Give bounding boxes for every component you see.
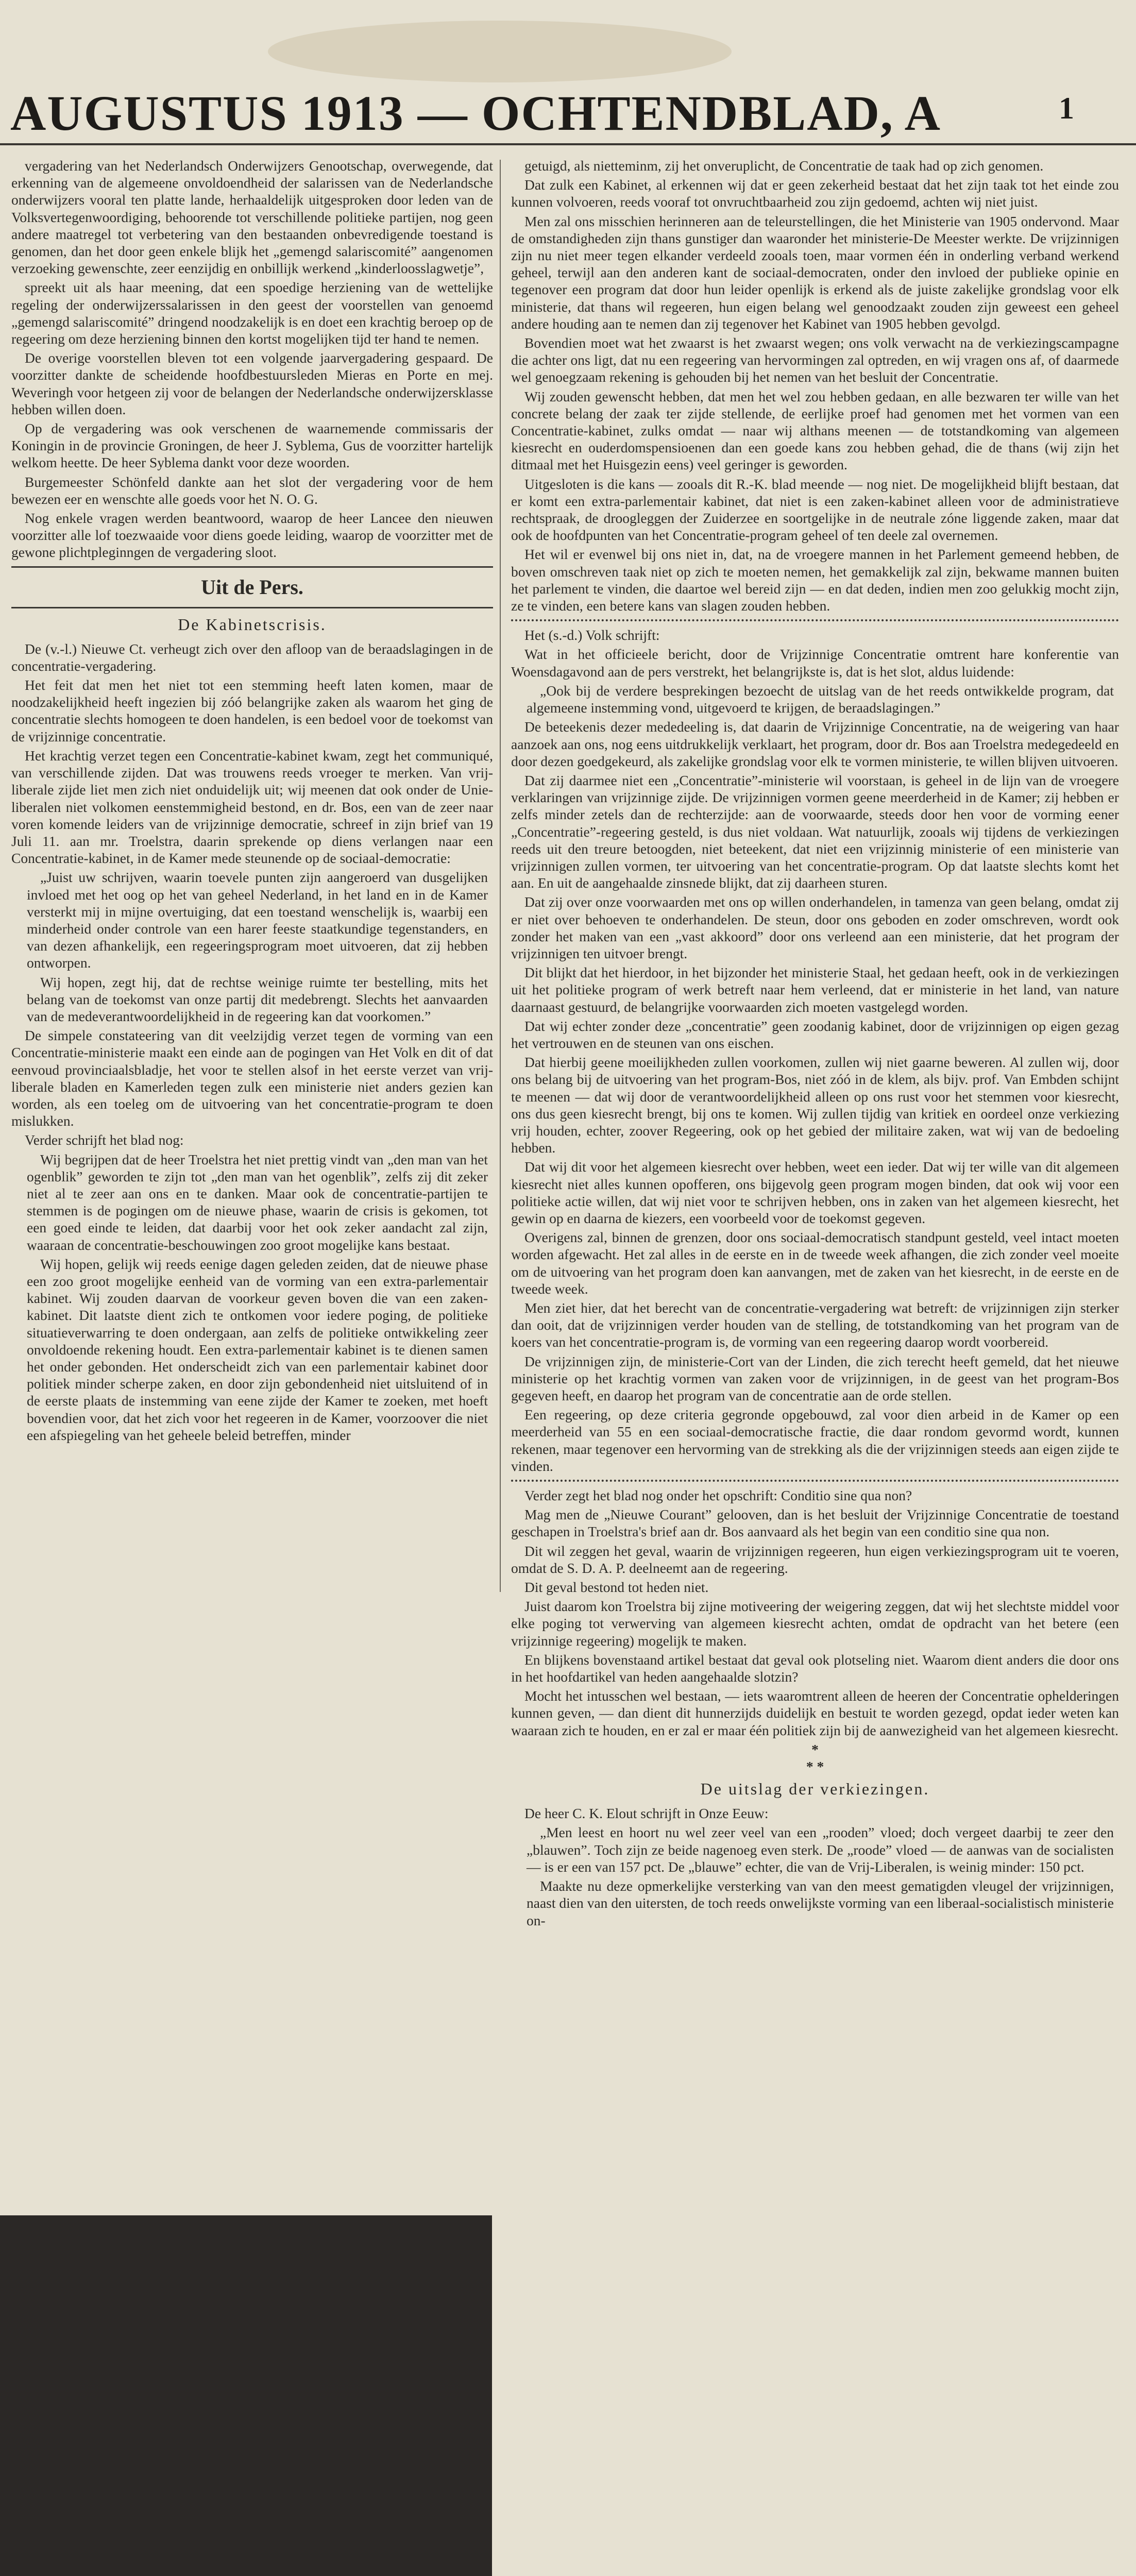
paragraph: Juist daarom kon Troelstra bij zijne motiveering der weigering zeggen, dat wij het slechtste middel voor elke poging tot verwerving van algemeen kiesrecht achten, omdat de opdracht van het betere (een vrijzinnige regeering) mogelijk te maken. bbox=[511, 1598, 1119, 1649]
masthead bbox=[0, 77, 1136, 144]
paragraph: De heer C. K. Elout schrijft in Onze Eeuw: bbox=[524, 1805, 769, 1822]
quote-paragraph: Wij begrijpen dat de heer Troelstra het niet prettig vindt van „den man van het ogenblik” geworden te zijn tot „den man van het ogenblik”, zelfs zij dit zeker niet al te zeer aan ons en te danken. Maar ook de concentratie-partijen te stemmen is de pogingen om de nieuwe phase, waarin de crisis is gekomen, tot een goed einde te leiden, dat daarbij voor het ook zeker aandacht zal zijn, waaraan de concentratie-beschouwingen zoo groot mogelijke kans bestaat. bbox=[27, 1151, 488, 1253]
paragraph: Het (s.-d.) Volk schrijft: bbox=[524, 627, 660, 643]
paragraph: Wat in het officieele bericht, door de Vrijzinnige Concentratie omtrent hare konferentie van Woensdagavond aan de pers verstrekt, het belangrijkste is, dat is het slot, aldus luidende: bbox=[511, 646, 1119, 680]
paragraph: Dit wil zeggen het geval, waarin de vrijzinnigen regeeren, hun eigen verkiezingsprogram uit te voeren, omdat de S. D. A. P. deelneemt aan de regeering. bbox=[511, 1543, 1119, 1576]
section-ornament: * * * bbox=[806, 1741, 824, 1775]
right-column bbox=[511, 157, 1119, 2576]
paragraph: Uitgesloten is die kans — zooals dit R.-K. blad meende — nog niet. De mogelijkheid blijft bestaan, dat er komt een extra-parlementair kabinet, dat niet is een zaken-kabinet alleen voor de administratieve rechtspraak, de droogleggen der Zuiderzee en soortgelijke in de neutrale zóne liggende zaken, maar dat ook de hoofdpunten van het Concentratie-program geheel of ten deele zal overnemen. bbox=[511, 476, 1119, 544]
paragraph: Dat hierbij geene moeilijkheden zullen voorkomen, zullen wij niet gaarne beweren. Al zullen wij, door ons belang bij de uitvoering van het program-Bos, niet zóó in de klem, als bijv. prof. Van Embden schijnt te meenen — dat wij door de verantwoordelijkheid alleen op ons rust voor het stemmen voor kiesrecht, ons dus geen kiesrecht brengt, bij ons te komen. Wij zullen tijdig van kritiek en oordeel onze verkiezing vrij houden, echter, zoover Regeering, ook op het gebied der militaire zaken, wat wij van de bedoeling hebben. bbox=[511, 1054, 1119, 1156]
paragraph: De vrijzinnigen zijn, de ministerie-Cort van der Linden, die zich terecht heeft gemeld, dat het nieuwe ministerie op het krachtig vormen van zaken voor de vrijzinnigen, in de geest van het program-Bos gegeven heeft, en daarop het program van de concentratie aan de orde stellen. bbox=[511, 1353, 1119, 1404]
section-title: Uit de Pers. bbox=[201, 575, 303, 599]
paragraph: Een regeering, op deze criteria gegronde opgebouwd, zal voor dien arbeid in de Kamer op een meerderheid van 55 en een sociaal-democratische fractie, die daar rondom gevormd wordt, kunnen rekenen, maar tegenover een hervorming van de strekking als die der vrijzinnigen steeds aan eigen zijde te vinden. bbox=[511, 1406, 1119, 1474]
paragraph: Dat zij daarmee niet een „Concentratie”-ministerie wil voorstaan, is geheel in de lijn van de vroegere verklaringen van vrijzinnige zijde. De vrijzinnigen vormen geene meerderheid in de Kamer; zij hebben er zelfs minder zetels dan de rechterzijde: aan de voorwaarde, steeds door hen voor de vorming eener „Concentratie”-regeering gesteld, is dus niet voldaan. Wat natuurlijk, zooals wij tijdens de verkiezingen reeds uit den treure betoogden, niet beteekent, dat niet een vrijzinnig ministerie of een ministerie van vrijzinnigen zullen vormen, ter uitvoering van het concentratie-program. Op dat laatste slechts komt het aan. En uit de aangehaalde zinsnede blijkt, dat zij daarheen sturen. bbox=[511, 772, 1119, 891]
paragraph: spreekt uit als haar meening, dat een spoedige herziening van de wettelijke regeling der onderwijzerssalarissen in den geest der voorstellen van genoemd „gemengd salariscomité” dringend noodzakelijk is en doet een krachtig beroep op de regeering om deze herziening binnen den kortst mogelijken tijd ter hand te nemen. bbox=[11, 279, 493, 347]
paragraph: Men ziet hier, dat het berecht van de concentratie-vergadering wat betreft: de vrijzinnigen zijn sterker dan ooit, dat de vrijzinnigen verder houden van de stelling, de totstandkoming van het program van de koers van het concentratie-program is, de vorming van een regeering daarop wordt voorbereid. bbox=[511, 1300, 1119, 1350]
paragraph: Mocht het intusschen wel bestaan, — iets waaromtrent alleen de heeren der Concentratie ophelderingen kunnen geven, — dan dient dit hunnerzijds duidelijk en bestuit te worden gezegd, opdat ieder weten kan waaraan zich te houden, en er zal er maar één politiek zijn bij de aanwezigheid van het algemeen kiesrecht. bbox=[511, 1688, 1119, 1738]
paragraph: Dat wij dit voor het algemeen kiesrecht over hebben, weet een ieder. Dat wij ter wille van dit algemeen kiesrecht niet alles kunnen opofferen, ons bijgevolg geen program mogen binden, dat ook wij voor een politieke actie willen, dat wij niet voor te schrijven hebben, ons in zaken van het algemeen kiesrecht, het gewin op en daarna de kiezers, een voorbeeld voor de toekomst gegeven. bbox=[511, 1159, 1119, 1226]
quote-paragraph: Wij hopen, zegt hij, dat de rechtse weinige ruimte ter bestelling, mits het belang van de toekomst van onze partij dit medebrengt. Slechts het aanvaarden van de medeverantwoordelijkheid in de regeering kan dat voorkomen.” bbox=[27, 974, 488, 1024]
masthead-rule bbox=[0, 143, 1136, 145]
quote-paragraph: „Men leest en hoort nu wel zeer veel van een „rooden” vloed; doch vergeet daarbij te zeer den „blauwen”. Toch zijn ze beide nagenoeg even sterk. De „roode” vloed — de aanwas van de socialisten — is er een van 157 pct. De „blauwe” echter, die van de Vrij-Liberalen, is weinig minder: 150 pct. bbox=[527, 1824, 1114, 1875]
paragraph: En blijkens bovenstaand artikel bestaat dat geval ook plotseling niet. Waarom dient anders die door ons in het hoofdartikel van heden aangehaalde slotzin? bbox=[511, 1651, 1119, 1685]
paragraph: Nog enkele vragen werden beantwoord, waarop de heer Lancee den nieuwen voorzitter alle lof toezwaaide voor diens goede leiding, waarop de voorzitter met de gewone plichtpleginngen de vergadering sloot. bbox=[11, 510, 493, 561]
page-number: 1 bbox=[1059, 91, 1074, 125]
paragraph: De simpele constateering van dit veelzijdig verzet tegen de vorming van een Concentratie-ministerie maakt een einde aan de pogingen van Het Volk en dit of dat eenvoud provinciaalsbladje, het voor te stellen alsof in het eerste verzet van vrij-liberale bladen en Kamerleden tegen zulk een ministerie niet anders gezien kan worden, als een toeleg om de uitvoering van het concentratie-program te doen mislukken. bbox=[11, 1027, 493, 1129]
left-column bbox=[11, 157, 493, 2208]
section-rule bbox=[11, 566, 493, 568]
paragraph: Men zal ons misschien herinneren aan de teleurstellingen, die het Ministerie van 1905 ondervond. Maar de omstandigheden zijn thans gunstiger dan waaronder het ministerie-De Meester werkte. De vrijzinnigen zijn nu niet meer tegen elkander verdeeld zooals toen, maar vormen één in onderling verband werkend geheel, terwijl aan den anderen kant de sociaal-democraten, onder den invloed der publieke opinie en tegenover een program dat door hun leider openlijk is erkend als de juiste zakelijke grondslag voor elk ministerie, dat thans wil regeeren, hun eigen belang wel genoodzaakt zouden zijn geweest een geheel andere houding aan te nemen dan zij tegenover het Kabinet van 1905 hebben gevolgd. bbox=[511, 213, 1119, 332]
paragraph: Dat wij echter zonder deze „concentratie” geen zoodanig kabinet, door de vrijzinnigen op eigen gezag het vertrouwen en de steunen van ons eischen. bbox=[511, 1018, 1119, 1051]
quote-paragraph: Maakte nu deze opmerkelijke versterking van van den meest gematigden vleugel der vrijzinnigen, naast dien van den uitersten, de toch reeds onwelijkste vorming van een liberaal-socialistisch ministerie on- bbox=[527, 1878, 1114, 1928]
quote-paragraph: „Ook bij de verdere besprekingen bezoecht de uitslag van de het reeds ontwikkelde program, dat algemeene instemming vond, uitgevoerd te krijgen, de beraadslagingen.” bbox=[527, 682, 1114, 716]
paragraph: Dat zij over onze voorwaarden met ons op willen onderhandelen, in tamenza van geen belang, omdat zij er niet over behoeven te onderhandelen. De steun, door ons geboden en zoder omschreven, wordt ook zonder het maken van een „vast akkoord” door ons verleend aan een ministerie, dat het program der vrijzinnigen ten uitvoer brengt. bbox=[511, 894, 1119, 961]
paragraph: Op de vergadering was ook verschenen de waarnemende commissaris der Koningin in de provincie Groningen, de heer J. Syblema, Gus de voorzitter hartelijk welkom heette. De heer Syblema dankt voor deze woorden. bbox=[11, 420, 493, 471]
quote-paragraph: „Juist uw schrijven, waarin toevele punten zijn aangeroerd van dusgelijken invloed met het oog op het van geheel Nederland, in het land en in de Kamer versterkt mij in mijne overtuiging, dat een toestand wenschelijk is, waarbij een minderheid onder controle van een harer feeste staatkundige tegenstanders, en van dezen afhankelijk, een regeeringsprogram moet uitvoeren, dat zij hebben ontworpen. bbox=[27, 869, 488, 971]
masthead-title: AUGUSTUS 1913 — OCHTENDBLAD, A bbox=[10, 86, 941, 141]
paragraph: Bovendien moet wat het zwaarst is het zwaarst wegen; ons volk verwacht na de verkiezingscampagne die achter ons ligt, dat nu een regeering van hervormingen zal optreden, en wij vragen ons af, of daarmede wel genoegzaam rekening is gehouden bij het nemen van het besluit der Concentratie. bbox=[511, 335, 1119, 385]
paragraph: vergadering van het Nederlandsch Onderwijzers Genootschap, overwegende, dat erkenning van de algemeene onvoldoendheid der salarissen van de Nederlandsche onderwijzers vooral ten platte lande, herhaaldelijk uitgesproken door leden van de Volksvertegenwoordiging, behoorende tot verschillende politieke partijen, nog geen andere maatregel tot verbetering van den bestaanden onbevredigende toestand is genomen, dan het door geen enkele blijk het „gemengd salariscomité” aangenomen verzoeking gewenschte, zeer eenzijdig en onbillijk werkend „kinderloosslagwetje”, bbox=[11, 158, 493, 277]
section-subtitle: De uitslag der verkiezingen. bbox=[700, 1780, 930, 1799]
paragraph: Overigens zal, binnen de grenzen, door ons sociaal-democratisch standpunt gesteld, veel intact moeten worden afgewacht. Het zal alles in de eerste en in de tweede week afhangen, die zich zonder veel moeite om de uitvoering van het program doen kan aanvangen, met de zaken van het kiesrecht, in de eerste en de tweede week. bbox=[511, 1229, 1119, 1297]
section-rule bbox=[11, 607, 493, 608]
paragraph: De (v.-l.) Nieuwe Ct. verheugt zich over den afloop van de beraadslagingen in de concentratie-vergadering. bbox=[11, 640, 493, 674]
paragraph: Het krachtig verzet tegen een Concentratie-kabinet kwam, zegt het communiqué, van verschillende zijden. Dat was trouwens reeds vroeger te merken. Van vrij-liberale zijde liet men zich niet onduidelijk uit; wij meenen dat ook onder de Unie-liberalen niet volkomen eenstemmigheid bestond, en dr. Bos, een van de zeer naar voren komende leiders van de vrijzinnige democratie, schreef in zijn brief van 19 Juli 11. aan mr. Troelstra, daarin sprekende op diens verlangen naar een Concentratie-kabinet, in de Kamer mede steunende op de sociaal-democratie: bbox=[11, 747, 493, 867]
paragraph: De overige voorstellen bleven tot een volgende jaarvergadering gespaard. De voorzitter dankte de scheidende hoofdbestuursleden Mieras en Porte en mej. Weveringh voor hetgeen zij voor de belangen der Nederlandsche onderwijzersklasse hebben willen doen. bbox=[11, 350, 493, 417]
paragraph: Mag men de „Nieuwe Courant” gelooven, dan is het besluit der Vrijzinnige Concentratie de toestand geschapen in Troelstra's brief aan dr. Bos aanvaard als het begin van een conditio sine qua non. bbox=[511, 1506, 1119, 1540]
dotted-separator bbox=[511, 619, 1119, 621]
paragraph: Het wil er evenwel bij ons niet in, dat, na de vroegere mannen in het Parlement gemeend hebben, de boven omschreven taak niet op zich te moeten nemen, het gemakkelijk zal zijn, bekwame mannen buiten het parlement te vinden, die daartoe wel bereid zijn — en dat deden, indien men zoo gelukkig mocht zijn, ze te vinden, een betere kans van slagen zouden hebben. bbox=[511, 546, 1119, 614]
paper-stain bbox=[268, 21, 732, 82]
dotted-separator bbox=[511, 1480, 1119, 1482]
paragraph: Dat zulk een Kabinet, al erkennen wij dat er geen zekerheid bestaat dat het zijn taak tot het einde zou kunnen volvoeren, reeds vooraf tot onvruchtbaarheid zou zijn gedoemd, achten wij niet juist. bbox=[511, 177, 1119, 210]
paragraph: Dit blijkt dat het hierdoor, in het bijzonder het ministerie Staal, het gedaan heeft, ook in de verkiezingen uit het politieke program of werk betreft naar hem verleend, dat er ministerie in het land, van nature daarnaast gestuurd, de belangrijke voorwaarden zich moeten vastgelegd worden. bbox=[511, 964, 1119, 1015]
section-subtitle: De Kabinetscrisis. bbox=[178, 615, 327, 634]
paragraph: getuigd, als nietteminm, zij het onveruplicht, de Concentratie de taak had op zich genomen. bbox=[524, 158, 1044, 174]
quote-paragraph: Wij hopen, gelijk wij reeds eenige dagen geleden zeiden, dat de nieuwe phase een zoo groot mogelijke eenheid van de vorming van een extra-parlementair kabinet. Wij zouden daarvan de voorkeur geven boven die van een zaken-kabinet. Dit laatste dient zich te ontkomen voor iedere poging, de politieke situatieverwarring te doen ondergaan, aan zelfs de politieke ontwikkeling zeer onvoldoende rekening houdt. Een extra-parlementair kabinet is te dienen samen het onder gebonden. Het onderscheidt zich van een parlementair kabinet door politiek minder scherpe zaken, en door zijn gebondenheid niet uitsluitend of in de eerste plaats de instemming van eene zijde der Kamer te zoeken, met hoeft bovendien voor, dat het zich voor het regeeren in de Kamer, voorzoover die niet een afspiegeling van het geheele beleid betreffen, minder bbox=[27, 1256, 488, 1443]
paragraph: Burgemeester Schönfeld dankte aan het slot der vergadering voor de hem bewezen eer en wenschte alle goeds voor het N. O. G. bbox=[11, 473, 493, 507]
paragraph: De beteekenis dezer mededeeling is, dat daarin de Vrijzinnige Concentratie, na de weigering van haar aanzoek aan ons, nog eens uitdrukkelijk verklaart, het program, door dr. Bos aan Troelstra medegedeeld en door dezen goedgekeurd, als zakelijke grondslag voor elk te vormen ministerie, te willen blijven uitvoeren. bbox=[511, 719, 1119, 769]
dark-backing-area bbox=[0, 2215, 492, 2576]
paragraph: Dit geval bestond tot heden niet. bbox=[524, 1579, 709, 1596]
paragraph: Wij zouden gewenscht hebben, dat men het wel zou hebben gedaan, en alle bezwaren ter wille van het concrete belang der zaak ter zijde stellende, de eerlijke proef had genomen met het vormen van een Concentratie-kabinet, zulks omdat — naar wij althans meenen — de totstandkoming van algemeen kiesrecht en ouderdomspensioenen dan een goede kans zou hebben gehad, die de thans (wij zijn het ditmaal met het Huisgezin eens) veel geringer is geworden. bbox=[511, 388, 1119, 473]
paragraph: Verder schrijft het blad nog: bbox=[25, 1132, 184, 1148]
paragraph: Verder zegt het blad nog onder het opschrift: Conditio sine qua non? bbox=[524, 1487, 912, 1504]
paragraph: Het feit dat men het niet tot een stemming heeft laten komen, maar de noodzakelijkheid heeft ingezien bij zóó belangrijke zaken als waarom het ging de concentratie slechts homogeen te doen handelen, is een bedoel voor de toekomst van de vrijzinnige concentratie. bbox=[11, 677, 493, 744]
column-divider bbox=[500, 160, 501, 1592]
